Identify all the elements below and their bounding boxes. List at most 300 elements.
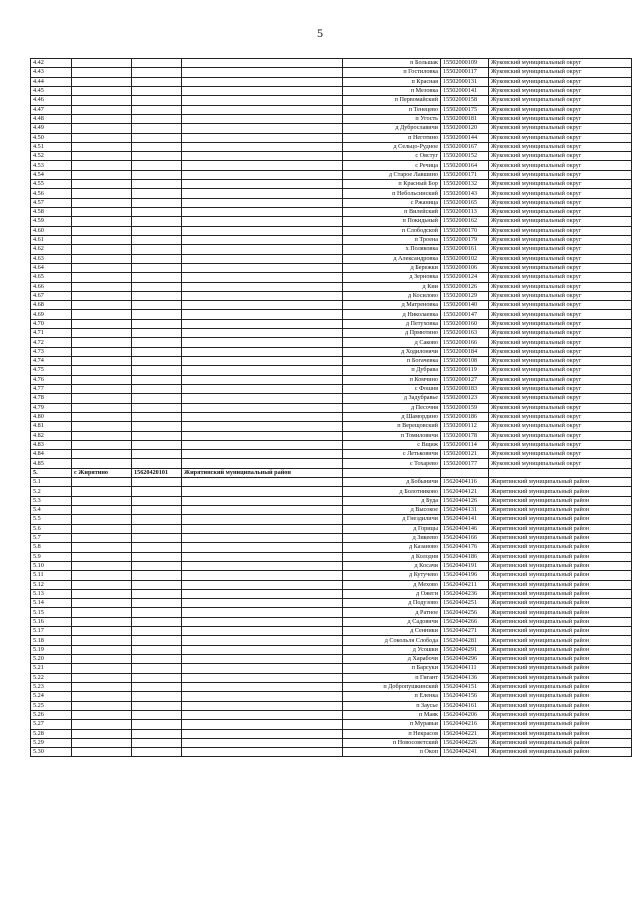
center-oktmo-cell: [132, 608, 182, 617]
settlement-oktmo-cell: 15620404161: [441, 701, 489, 710]
center-name-cell: [72, 282, 132, 291]
center-oktmo-cell: [132, 384, 182, 393]
center-name-cell: [72, 310, 132, 319]
row-number-cell: 5.30: [31, 748, 72, 757]
center-name-cell: [72, 347, 132, 356]
center-name-cell: [72, 459, 132, 468]
settlement-oktmo-cell: 15620404206: [441, 710, 489, 719]
row-number-cell: 4.73: [31, 347, 72, 356]
settlement-district-cell: Жуковский муниципальный округ: [489, 114, 632, 123]
center-name-cell: [72, 77, 132, 86]
row-number-cell: 4.46: [31, 96, 72, 105]
settlement-district-cell: Жирятинский муниципальный район: [489, 627, 632, 636]
settlement-district-cell: Жуковский муниципальный округ: [489, 189, 632, 198]
settlement-oktmo-cell: 15502000165: [441, 198, 489, 207]
settlement-district-cell: Жуковский муниципальный округ: [489, 329, 632, 338]
settlement-district-cell: Жуковский муниципальный округ: [489, 105, 632, 114]
center-oktmo-cell: [132, 77, 182, 86]
center-name-cell: [72, 105, 132, 114]
row-number-cell: 5.28: [31, 729, 72, 738]
settlement-district-cell: Жуковский муниципальный округ: [489, 170, 632, 179]
settlement-district-cell: Жуковский муниципальный округ: [489, 152, 632, 161]
center-name-cell: [72, 580, 132, 589]
center-district-cell: [182, 263, 343, 272]
center-name-cell: [72, 748, 132, 757]
center-district-cell: [182, 338, 343, 347]
settlement-name-cell: п Богачевка: [343, 357, 441, 366]
settlement-name-cell: п Неготино: [343, 133, 441, 142]
center-name-cell: [72, 701, 132, 710]
settlement-district-cell: Жуковский муниципальный округ: [489, 161, 632, 170]
row-number-cell: 4.70: [31, 319, 72, 328]
center-name-cell: [72, 301, 132, 310]
table-row: [31, 561, 632, 570]
row-number-cell: 4.42: [31, 59, 72, 68]
center-oktmo-cell: [132, 412, 182, 421]
settlement-name-cell: д Садовичи: [343, 617, 441, 626]
settlement-name-cell: п Покидьный: [343, 217, 441, 226]
row-number-cell: 5.13: [31, 589, 72, 598]
settlement-name-cell: д Задубравье: [343, 394, 441, 403]
settlement-name-cell: п Дубрава: [343, 366, 441, 375]
settlement-district-cell: Жуковский муниципальный округ: [489, 375, 632, 384]
row-number-cell: 4.58: [31, 208, 72, 217]
settlement-district-cell: Жирятинский муниципальный район: [489, 589, 632, 598]
center-oktmo-cell: [132, 440, 182, 449]
table-row: [31, 543, 632, 552]
center-district-cell: [182, 301, 343, 310]
settlement-district-cell: Жуковский муниципальный округ: [489, 133, 632, 142]
center-district-cell: [182, 738, 343, 747]
settlement-name-cell: д Казаново: [343, 543, 441, 552]
center-oktmo-cell: [132, 720, 182, 729]
settlement-name-cell: с Летьковичи: [343, 450, 441, 459]
settlement-oktmo-cell: 15502000178: [441, 431, 489, 440]
center-oktmo-cell: [132, 580, 182, 589]
center-oktmo-cell: [132, 729, 182, 738]
page-number: 5: [317, 26, 323, 40]
settlement-district-cell: Жуковский муниципальный округ: [489, 431, 632, 440]
settlement-oktmo-cell: 15620404251: [441, 599, 489, 608]
settlement-district-cell: Жуковский муниципальный округ: [489, 208, 632, 217]
row-number-cell: 4.45: [31, 86, 72, 95]
center-name-cell: [72, 263, 132, 272]
table-row: [31, 347, 632, 356]
settlement-oktmo-cell: 15620404131: [441, 506, 489, 515]
center-district-cell: [182, 86, 343, 95]
row-number-cell: 4.60: [31, 226, 72, 235]
center-district-cell: [182, 180, 343, 189]
settlement-district-cell: Жирятинский муниципальный район: [489, 496, 632, 505]
center-oktmo-cell: [132, 263, 182, 272]
settlement-district-cell: Жирятинский муниципальный район: [489, 487, 632, 496]
row-number-cell: 5.4: [31, 506, 72, 515]
center-name-cell: [72, 543, 132, 552]
row-number-cell: 4.74: [31, 357, 72, 366]
center-district-cell: [182, 226, 343, 235]
center-oktmo-cell: [132, 506, 182, 515]
center-oktmo-cell: [132, 710, 182, 719]
settlement-name-cell: п Троена: [343, 235, 441, 244]
table-row: [31, 263, 632, 272]
settlement-district-cell: Жирятинский муниципальный район: [489, 720, 632, 729]
row-number-cell: 4.81: [31, 422, 72, 431]
center-oktmo-cell: [132, 617, 182, 626]
center-oktmo-cell: [132, 682, 182, 691]
table-row: [31, 338, 632, 347]
center-district-cell: [182, 161, 343, 170]
center-oktmo-cell: [132, 282, 182, 291]
settlement-name-cell: с Овстуг: [343, 152, 441, 161]
center-district-cell: [182, 68, 343, 77]
settlement-oktmo-cell: 15620404241: [441, 748, 489, 757]
settlement-name-cell: д Подузово: [343, 599, 441, 608]
center-name-cell: [72, 431, 132, 440]
settlement-name-cell: д Александровка: [343, 254, 441, 263]
table-row: [31, 235, 632, 244]
settlement-oktmo-cell: 15502000113: [441, 208, 489, 217]
table-row: [31, 636, 632, 645]
center-name-cell: [72, 366, 132, 375]
center-name-cell: [72, 664, 132, 673]
row-number-cell: 5.24: [31, 692, 72, 701]
center-name-cell: [72, 515, 132, 524]
table-row: [31, 180, 632, 189]
settlement-oktmo-cell: 15502000108: [441, 357, 489, 366]
settlement-oktmo-cell: 15620404211: [441, 580, 489, 589]
center-name-cell: [72, 533, 132, 542]
table-row: [31, 478, 632, 487]
center-district-cell: [182, 77, 343, 86]
table-row: [31, 105, 632, 114]
settlement-name-cell: д Прмютино: [343, 329, 441, 338]
center-name-cell: [72, 412, 132, 421]
center-name-cell: [72, 226, 132, 235]
center-oktmo-cell: [132, 589, 182, 598]
settlement-oktmo-cell: 15620404166: [441, 533, 489, 542]
settlement-name-cell: п Гигант: [343, 673, 441, 682]
row-number-cell: 5.14: [31, 599, 72, 608]
center-district-cell: [182, 645, 343, 654]
row-number-cell: 4.84: [31, 450, 72, 459]
center-name-cell: [72, 608, 132, 617]
table-row: [31, 273, 632, 282]
center-oktmo-cell: [132, 738, 182, 747]
table-row: [31, 720, 632, 729]
center-name-cell: [72, 599, 132, 608]
center-oktmo-cell: [132, 319, 182, 328]
table-row: [31, 422, 632, 431]
settlement-district-cell: Жуковский муниципальный округ: [489, 366, 632, 375]
table-row: [31, 627, 632, 636]
settlement-district-cell: Жуковский муниципальный округ: [489, 198, 632, 207]
settlement-oktmo-cell: 15502000160: [441, 319, 489, 328]
center-oktmo-cell: [132, 701, 182, 710]
center-oktmo-cell: [132, 571, 182, 580]
center-district-cell: [182, 543, 343, 552]
center-district-cell: [182, 608, 343, 617]
row-number-cell: 5.23: [31, 682, 72, 691]
table-row: [31, 664, 632, 673]
settlement-oktmo-cell: 15502000106: [441, 263, 489, 272]
center-oktmo-cell: [132, 124, 182, 133]
settlement-oktmo-cell: 15502000143: [441, 189, 489, 198]
center-district-cell: [182, 580, 343, 589]
settlement-name-cell: п Верещовский: [343, 422, 441, 431]
center-district-cell: [182, 291, 343, 300]
row-number-cell: 5.12: [31, 580, 72, 589]
row-number-cell: 4.66: [31, 282, 72, 291]
center-district-cell: [182, 617, 343, 626]
center-district-cell: [182, 627, 343, 636]
center-oktmo-cell: [132, 245, 182, 254]
settlement-name-cell: д Косилово: [343, 291, 441, 300]
center-name-cell: [72, 617, 132, 626]
settlement-oktmo-cell: 15502000161: [441, 245, 489, 254]
settlement-name-cell: п Окоп: [343, 748, 441, 757]
settlement-name-cell: д Ожеги: [343, 589, 441, 598]
table-row: [31, 450, 632, 459]
settlement-oktmo-cell: 15502000109: [441, 59, 489, 68]
center-oktmo-cell: [132, 338, 182, 347]
settlement-oktmo-cell: 15502000175: [441, 105, 489, 114]
center-oktmo-cell: [132, 524, 182, 533]
settlement-oktmo-cell: 15620404256: [441, 608, 489, 617]
settlement-name-cell: д Шамордино: [343, 412, 441, 421]
table-row: [31, 384, 632, 393]
settlement-name-cell: д Косачи: [343, 561, 441, 570]
center-oktmo-cell: [132, 329, 182, 338]
center-oktmo-cell: [132, 170, 182, 179]
center-oktmo-cell: [132, 142, 182, 151]
center-district-cell: [182, 478, 343, 487]
table-row: [31, 329, 632, 338]
center-oktmo-cell: [132, 375, 182, 384]
settlement-oktmo-cell: 15502000140: [441, 301, 489, 310]
center-district-cell: [182, 710, 343, 719]
table-row: [31, 366, 632, 375]
settlement-oktmo-cell: 15502000166: [441, 338, 489, 347]
center-district-cell: [182, 599, 343, 608]
center-name-cell: [72, 422, 132, 431]
center-oktmo-cell: [132, 114, 182, 123]
settlement-name-cell: д Сокольля Слобода: [343, 636, 441, 645]
row-number-cell: 5.18: [31, 636, 72, 645]
center-oktmo-cell: 15620420101: [132, 468, 182, 477]
table-row: [31, 291, 632, 300]
table-row: [31, 375, 632, 384]
table-row: [31, 459, 632, 468]
center-name-cell: [72, 710, 132, 719]
settlement-oktmo-cell: 15502000159: [441, 403, 489, 412]
row-number-cell: 4.65: [31, 273, 72, 282]
settlement-name-cell: п Томиловичи: [343, 431, 441, 440]
center-oktmo-cell: [132, 180, 182, 189]
center-district-cell: [182, 105, 343, 114]
center-name-cell: [72, 124, 132, 133]
center-district-cell: [182, 384, 343, 393]
center-oktmo-cell: [132, 664, 182, 673]
settlement-district-cell: Жуковский муниципальный округ: [489, 310, 632, 319]
center-oktmo-cell: [132, 235, 182, 244]
center-district-cell: [182, 506, 343, 515]
table-body: [31, 59, 632, 757]
settlement-district-cell: Жуковский муниципальный округ: [489, 68, 632, 77]
center-district-cell: [182, 673, 343, 682]
table-row: [31, 310, 632, 319]
center-oktmo-cell: [132, 599, 182, 608]
settlement-district-cell: Жуковский муниципальный округ: [489, 254, 632, 263]
table-row: [31, 440, 632, 449]
center-oktmo-cell: [132, 636, 182, 645]
table-row: [31, 738, 632, 747]
row-number-cell: 4.49: [31, 124, 72, 133]
center-name-cell: [72, 682, 132, 691]
row-number-cell: 4.80: [31, 412, 72, 421]
settlement-name-cell: д Зикеево: [343, 533, 441, 542]
settlement-name-cell: д Мехово: [343, 580, 441, 589]
row-number-cell: 4.77: [31, 384, 72, 393]
center-oktmo-cell: [132, 543, 182, 552]
center-district-cell: [182, 357, 343, 366]
settlement-district-cell: Жуковский муниципальный округ: [489, 282, 632, 291]
settlement-name-cell: д Петуховка: [343, 319, 441, 328]
settlement-name-cell: д Харабочи: [343, 655, 441, 664]
center-district-cell: [182, 412, 343, 421]
row-number-cell: 5.: [31, 468, 72, 477]
table-row: [31, 729, 632, 738]
table-row: [31, 645, 632, 654]
center-oktmo-cell: [132, 105, 182, 114]
settlement-oktmo-cell: 15502000127: [441, 375, 489, 384]
center-district-cell: [182, 459, 343, 468]
settlement-district-cell: Жуковский муниципальный округ: [489, 403, 632, 412]
settlement-name-cell: д Саково: [343, 338, 441, 347]
center-district-cell: [182, 524, 343, 533]
settlement-district-cell: Жирятинский муниципальный район: [489, 506, 632, 515]
center-district-cell: [182, 515, 343, 524]
settlement-name-cell: п Муравьи: [343, 720, 441, 729]
center-oktmo-cell: [132, 217, 182, 226]
center-oktmo-cell: [132, 496, 182, 505]
row-number-cell: 4.52: [31, 152, 72, 161]
settlement-oktmo-cell: 15502000131: [441, 77, 489, 86]
center-name-cell: с Жирятино: [72, 468, 132, 477]
center-district-cell: [182, 552, 343, 561]
settlement-oktmo-cell: 15502000102: [441, 254, 489, 263]
settlement-district-cell: Жуковский муниципальный округ: [489, 235, 632, 244]
table-row: [31, 589, 632, 598]
settlement-oktmo-cell: 15620404116: [441, 478, 489, 487]
row-number-cell: 5.29: [31, 738, 72, 747]
settlement-oktmo-cell: 15620404141: [441, 515, 489, 524]
row-number-cell: 4.57: [31, 198, 72, 207]
row-number-cell: 5.10: [31, 561, 72, 570]
center-district-cell: [182, 394, 343, 403]
center-district-cell: [182, 692, 343, 701]
settlement-district-cell: Жирятинский муниципальный район: [489, 580, 632, 589]
settlement-oktmo-cell: 15502000132: [441, 180, 489, 189]
table-row: [31, 394, 632, 403]
center-district-cell: [182, 748, 343, 757]
row-number-cell: 4.59: [31, 217, 72, 226]
center-district-cell: [182, 208, 343, 217]
settlement-oktmo-cell: 15502000119: [441, 366, 489, 375]
center-oktmo-cell: [132, 673, 182, 682]
table-row: [31, 77, 632, 86]
table-row: [31, 506, 632, 515]
center-name-cell: [72, 273, 132, 282]
table-row: [31, 710, 632, 719]
settlement-oktmo-cell: 15502000129: [441, 291, 489, 300]
settlement-name-cell: д Высокое: [343, 506, 441, 515]
settlement-oktmo-cell: 15620404196: [441, 571, 489, 580]
table-row: [31, 682, 632, 691]
settlement-oktmo-cell: 15502000120: [441, 124, 489, 133]
table-row: [31, 580, 632, 589]
center-name-cell: [72, 68, 132, 77]
center-district-cell: [182, 96, 343, 105]
settlement-district-cell: Жуковский муниципальный округ: [489, 338, 632, 347]
settlement-district-cell: Жирятинский муниципальный район: [489, 748, 632, 757]
center-name-cell: [72, 189, 132, 198]
settlement-oktmo-cell: 15620404126: [441, 496, 489, 505]
center-name-cell: [72, 375, 132, 384]
center-district-cell: [182, 124, 343, 133]
row-number-cell: 5.19: [31, 645, 72, 654]
center-district-cell: [182, 487, 343, 496]
table-row: [31, 59, 632, 68]
settlement-oktmo-cell: 15502000121: [441, 450, 489, 459]
row-number-cell: 4.71: [31, 329, 72, 338]
center-name-cell: [72, 245, 132, 254]
table-row: [31, 357, 632, 366]
table-row: [31, 208, 632, 217]
center-oktmo-cell: [132, 273, 182, 282]
settlement-oktmo-cell: 15620404111: [441, 664, 489, 673]
row-number-cell: 5.17: [31, 627, 72, 636]
settlement-oktmo-cell: 15502000114: [441, 440, 489, 449]
settlement-district-cell: Жирятинский муниципальный район: [489, 664, 632, 673]
settlement-name-cell: п Комчино: [343, 375, 441, 384]
settlement-oktmo-cell: 15502000170: [441, 226, 489, 235]
settlement-district-cell: Жирятинский муниципальный район: [489, 701, 632, 710]
center-district-cell: [182, 59, 343, 68]
center-district-cell: [182, 664, 343, 673]
settlement-oktmo-cell: 15502000177: [441, 459, 489, 468]
settlement-oktmo-cell: 15620404156: [441, 692, 489, 701]
settlement-oktmo-cell: 15502000123: [441, 394, 489, 403]
settlement-district-cell: Жуковский муниципальный округ: [489, 59, 632, 68]
center-district-cell: [182, 403, 343, 412]
table-row: [31, 114, 632, 123]
center-name-cell: [72, 319, 132, 328]
settlement-district-cell: Жирятинский муниципальный район: [489, 599, 632, 608]
center-oktmo-cell: [132, 422, 182, 431]
settlement-district-cell: Жуковский муниципальный округ: [489, 217, 632, 226]
table-row: [31, 571, 632, 580]
settlement-oktmo-cell: 15502000184: [441, 347, 489, 356]
center-district-cell: [182, 366, 343, 375]
settlement-district-cell: [489, 468, 632, 477]
center-district-cell: [182, 440, 343, 449]
center-name-cell: [72, 180, 132, 189]
settlement-name-cell: д Бобыничи: [343, 478, 441, 487]
row-number-cell: 4.72: [31, 338, 72, 347]
settlement-oktmo-cell: 15502000126: [441, 282, 489, 291]
center-district-cell: [182, 170, 343, 179]
settlement-oktmo-cell: 15620404216: [441, 720, 489, 729]
